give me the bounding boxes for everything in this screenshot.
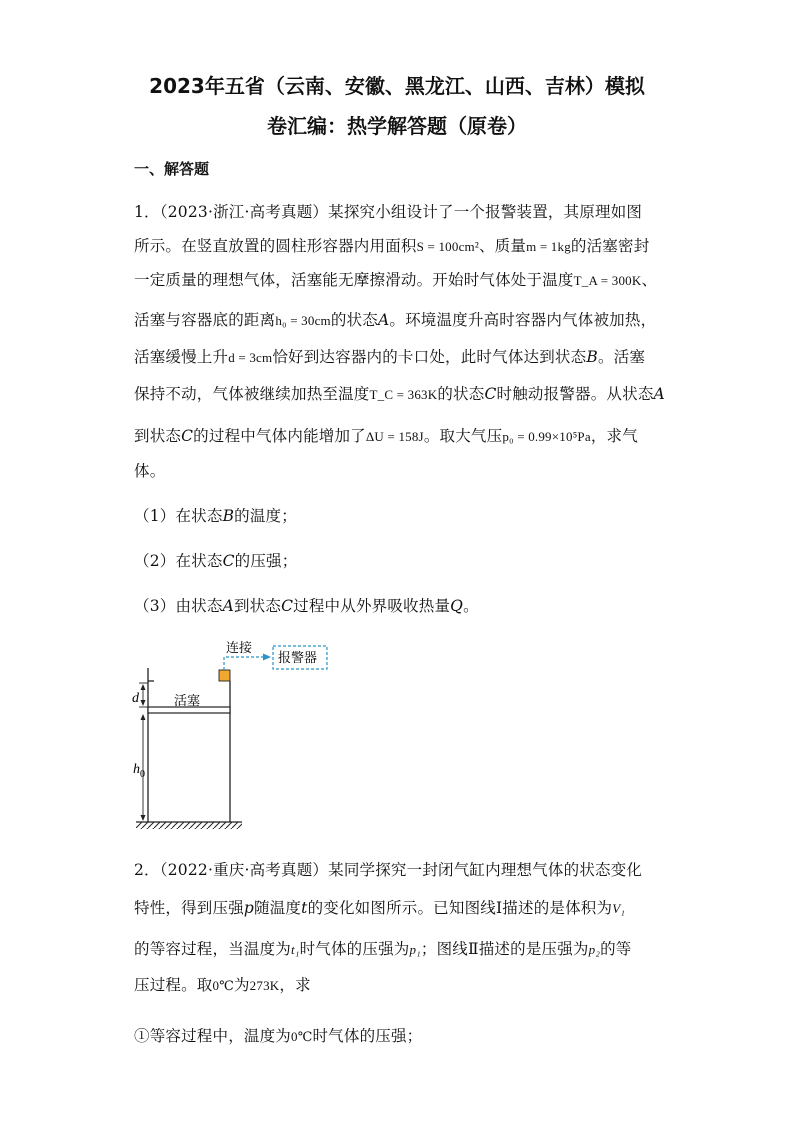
q1-text: 的压强；	[234, 552, 298, 570]
q2-text: 为	[233, 976, 250, 994]
q2-zero-celsius: 0℃	[291, 1029, 313, 1044]
q1-line-8: 体。	[134, 462, 166, 480]
q1-line-5	[134, 345, 645, 367]
q1-temp-c-formula: T_C = 363K	[369, 387, 438, 402]
q2-t1-symbol: t₁	[291, 942, 300, 957]
q2-temp-symbol: t	[301, 899, 308, 917]
q1-d-formula: d = 3cm	[228, 350, 273, 365]
q2-pressure-symbol: p	[243, 899, 255, 917]
q1-state-symbol: C	[222, 552, 235, 570]
q1-subquestion-1	[134, 504, 297, 526]
q1-height-formula: h₀ = 30cm	[275, 313, 331, 328]
q1-text: 所示。在竖直放置的圆柱形容器内用面积	[134, 237, 417, 255]
q1-state-symbol: C	[281, 597, 294, 615]
q1-heat-symbol: Q	[450, 597, 464, 615]
q1-text: 保持不动，气体被继续加热至温度	[134, 385, 370, 403]
q1-line-6	[134, 382, 665, 404]
q1-subquestion-2	[134, 549, 297, 571]
d-label: d	[132, 691, 139, 706]
q2-text: ；图线Ⅱ描述的是压强为	[420, 940, 589, 958]
piston-label: 活塞	[174, 694, 201, 709]
q1-line-3	[134, 268, 657, 290]
q2-text: 时气体的压强；	[312, 1027, 423, 1045]
q1-text: （2）在状态	[134, 552, 223, 570]
q2-text: ，求	[279, 976, 311, 994]
q1-text: 一定质量的理想气体，活塞能无摩擦滑动。开始时气体处于温度	[134, 271, 574, 289]
q1-text: 、	[641, 271, 658, 289]
q1-text: 时触动报警器。从状态	[496, 385, 654, 403]
connect-label: 连接	[226, 641, 253, 656]
q2-p1-symbol: p₁	[409, 942, 421, 957]
q1-text: 的状态	[330, 311, 378, 329]
alarm-sensor	[219, 670, 230, 681]
alarm-label: 报警器	[278, 651, 318, 666]
q1-state-symbol: B	[586, 348, 598, 366]
q2-text: 随温度	[254, 899, 302, 917]
q1-line-7	[134, 424, 638, 446]
section-heading: 一、解答题	[134, 160, 210, 178]
q1-text: 到状态	[233, 597, 282, 615]
q2-line-3	[134, 937, 631, 959]
q1-text: 过程中从外界吸收热量	[293, 597, 451, 615]
document-title-line-2: 卷汇编：热学解答题（原卷）	[267, 114, 527, 138]
q1-subquestion-3	[134, 594, 479, 616]
q2-text: 的等容过程，当温度为	[134, 940, 292, 958]
q1-state-symbol: C	[181, 427, 194, 445]
q1-text: 的温度；	[234, 507, 297, 525]
q1-mass-formula: m = 1kg	[526, 239, 571, 254]
q1-text: ，求气	[590, 427, 638, 445]
q1-line-2	[134, 234, 649, 256]
q1-temp-a-formula: T_A = 300K	[573, 273, 642, 288]
q1-text: 活塞与容器底的距离	[134, 311, 276, 329]
q1-text: 的活塞密封	[570, 237, 650, 255]
q1-text: （3）由状态	[134, 597, 223, 615]
q1-state-symbol: B	[222, 507, 235, 525]
h0-label: $h_0$	[133, 762, 145, 780]
q1-text: 活塞缓慢上升	[134, 348, 229, 366]
q1-text: 的过程中气体内能增加了	[193, 427, 366, 445]
q1-state-symbol: A	[222, 597, 234, 615]
q1-text: 。活塞	[597, 348, 646, 366]
q1-text: 的状态	[437, 385, 485, 403]
q2-text: 压过程。取	[134, 976, 213, 994]
connection-wire	[224, 657, 264, 670]
q1-text: 。环境温度升高时容器内气体被加热，	[389, 311, 657, 329]
q2-kelvin-value: 273K	[249, 978, 280, 993]
q1-pressure-formula: p₀ = 0.99×10⁵Pa	[502, 429, 591, 444]
q2-text: 的等	[600, 940, 632, 958]
q2-line-4	[134, 973, 311, 995]
q1-text: 。取大气压	[423, 427, 503, 445]
q1-internal-energy-formula: ΔU = 158J	[365, 429, 424, 444]
document-title-line-1: 2023年五省（云南、安徽、黑龙江、山西、吉林）模拟	[149, 74, 645, 98]
q1-state-symbol: C	[484, 385, 497, 403]
q2-zero-celsius: 0℃	[212, 978, 234, 993]
q1-text: 、质量	[478, 237, 527, 255]
q1-line-1: 1．（2023·浙江·高考真题）某探究小组设计了一个报警装置，其原理如图	[134, 203, 643, 221]
q2-text: 的变化如图所示。已知图线Ⅰ描述的是体积为	[307, 899, 613, 917]
q1-text: 到状态	[134, 427, 182, 445]
q2-text: ①等容过程中，温度为	[134, 1027, 292, 1045]
q1-state-symbol: A	[377, 311, 390, 329]
q1-text: （1）在状态	[134, 507, 223, 525]
q1-line-4	[134, 308, 656, 330]
q2-line-1: 2．（2022·重庆·高考真题）某同学探究一封闭气缸内理想气体的状态变化	[134, 861, 643, 879]
q2-text: 特性，得到压强	[134, 899, 244, 917]
q1-text: 恰好到达容器内的卡口处，此时气体达到状态	[272, 348, 587, 366]
q1-state-symbol: A	[653, 385, 665, 403]
q1-text: 。	[463, 597, 479, 615]
piston-alarm-diagram	[130, 636, 340, 832]
q2-subquestion-1	[134, 1024, 422, 1046]
q1-area-formula: S = 100cm²	[416, 239, 479, 254]
q2-p2-symbol: p₂	[588, 942, 601, 957]
q2-volume-symbol: V₁	[612, 901, 626, 916]
q2-line-2	[134, 896, 625, 918]
ground-hatch	[136, 822, 242, 829]
q2-text: 时气体的压强为	[299, 940, 410, 958]
